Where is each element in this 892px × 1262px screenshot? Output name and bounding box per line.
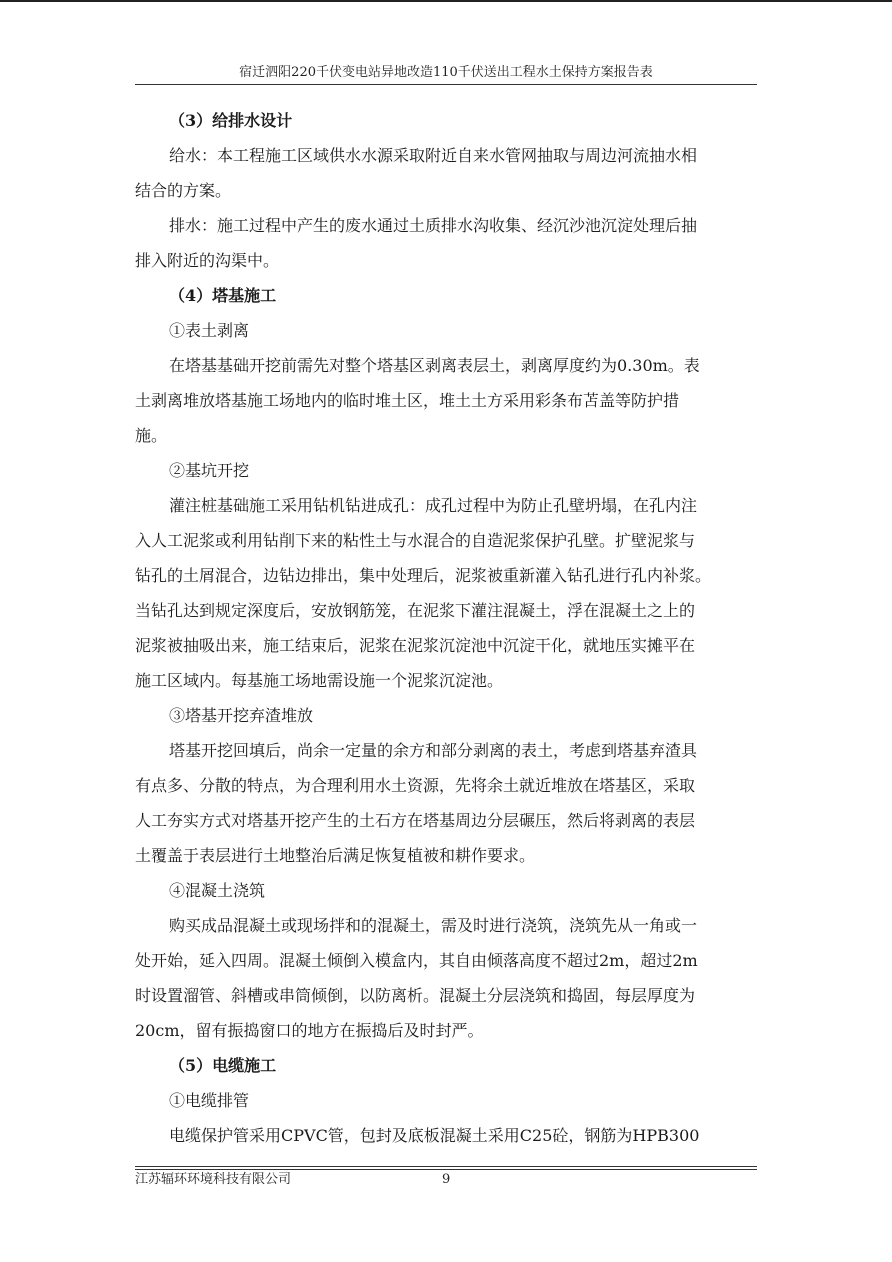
paragraph-line: 当钻孔达到规定深度后，安放钢筋笼，在泥浆下灌注混凝土，浮在混凝土之上的: [135, 601, 696, 620]
subsection-title: ④混凝土浇筑: [169, 881, 266, 900]
paragraph-line: 时设置溜管、斜槽或串筒倾倒，以防离析。混凝土分层浇筑和捣固，每层厚度为: [135, 986, 696, 1005]
page-header-title: 宿迁泗阳220千伏变电站异地改造110千伏送出工程水土保持方案报告表: [239, 65, 653, 80]
document-body: [135, 103, 757, 1153]
paragraph-line: 结合的方案。: [135, 181, 232, 200]
paragraph-line: 塔基开挖回填后，尚余一定量的余方和部分剥离的表土，考虑到塔基弃渣具: [169, 741, 698, 760]
paragraph-line: 泥浆被抽吸出来，施工结束后，泥浆在泥浆沉淀池中沉淀干化，就地压实摊平在: [135, 636, 696, 655]
paragraph-line: 购买成品混凝土或现场拌和的混凝土，需及时进行浇筑，浇筑先从一角或一: [169, 916, 698, 935]
paragraph-line: 入人工泥浆或利用钻削下来的粘性土与水混合的自造泥浆保护孔壁。扩壁泥浆与: [135, 531, 696, 550]
header-divider: [135, 84, 757, 85]
paragraph-line: 有点多、分散的特点，为合理利用水土资源，先将余土就近堆放在塔基区，采取: [135, 776, 696, 795]
paragraph-line: 排水：施工过程中产生的废水通过土质排水沟收集、经沉沙池沉淀处理后抽: [169, 216, 698, 235]
footer-divider-top: [135, 1166, 757, 1167]
page-top-border: [0, 0, 892, 2]
paragraph-line: 给水：本工程施工区域供水水源采取附近自来水管网抽取与周边河流抽水相: [169, 146, 698, 165]
paragraph-line: 灌注桩基础施工采用钻机钻进成孔：成孔过程中为防止孔壁坍塌，在孔内注: [169, 496, 698, 515]
paragraph-line: 土覆盖于表层进行土地整治后满足恢复植被和耕作要求。: [135, 846, 536, 865]
footer-page-number: 9: [442, 1172, 451, 1187]
paragraph-line: 电缆保护管采用CPVC管，包封及底板混凝土采用C25砼，钢筋为HPB300: [169, 1126, 700, 1145]
subsection-title: ②基坑开挖: [169, 461, 250, 480]
paragraph-line: 施工区域内。每基施工场地需设施一个泥浆沉淀池。: [135, 671, 504, 690]
paragraph-line: 人工夯实方式对塔基开挖产生的土石方在塔基周边分层碾压，然后将剥离的表层: [135, 811, 696, 830]
subsection-title: ①表土剥离: [169, 321, 250, 340]
footer-divider-bottom: [135, 1169, 757, 1170]
section-heading-cable: （5）电缆施工: [169, 1056, 277, 1075]
footer-company-name: 江苏辐环环境科技有限公司: [135, 1172, 292, 1187]
paragraph-line: 在塔基基础开挖前需先对整个塔基区剥离表层土，剥离厚度约为0.30m。表: [169, 356, 700, 375]
subsection-title: ③塔基开挖弃渣堆放: [169, 706, 314, 725]
paragraph-line: 土剥离堆放塔基施工场地内的临时堆土区，堆土土方采用彩条布苫盖等防护措: [135, 391, 680, 410]
paragraph-line: 20cm，留有振捣窗口的地方在振捣后及时封严。: [135, 1021, 484, 1040]
paragraph-line: 排入附近的沟渠中。: [135, 251, 280, 270]
section-heading-tower: （4）塔基施工: [169, 286, 277, 305]
paragraph-line: 钻孔的土屑混合，边钻边排出，集中处理后，泥浆被重新灌入钻孔进行孔内补浆。: [135, 566, 712, 585]
paragraph-line: 施。: [135, 426, 168, 445]
subsection-title: ①电缆排管: [169, 1091, 250, 1110]
paragraph-line: 处开始，延入四周。混凝土倾倒入模盒内，其自由倾落高度不超过2m，超过2m: [135, 951, 698, 970]
section-heading-water: （3）给排水设计: [169, 111, 293, 130]
